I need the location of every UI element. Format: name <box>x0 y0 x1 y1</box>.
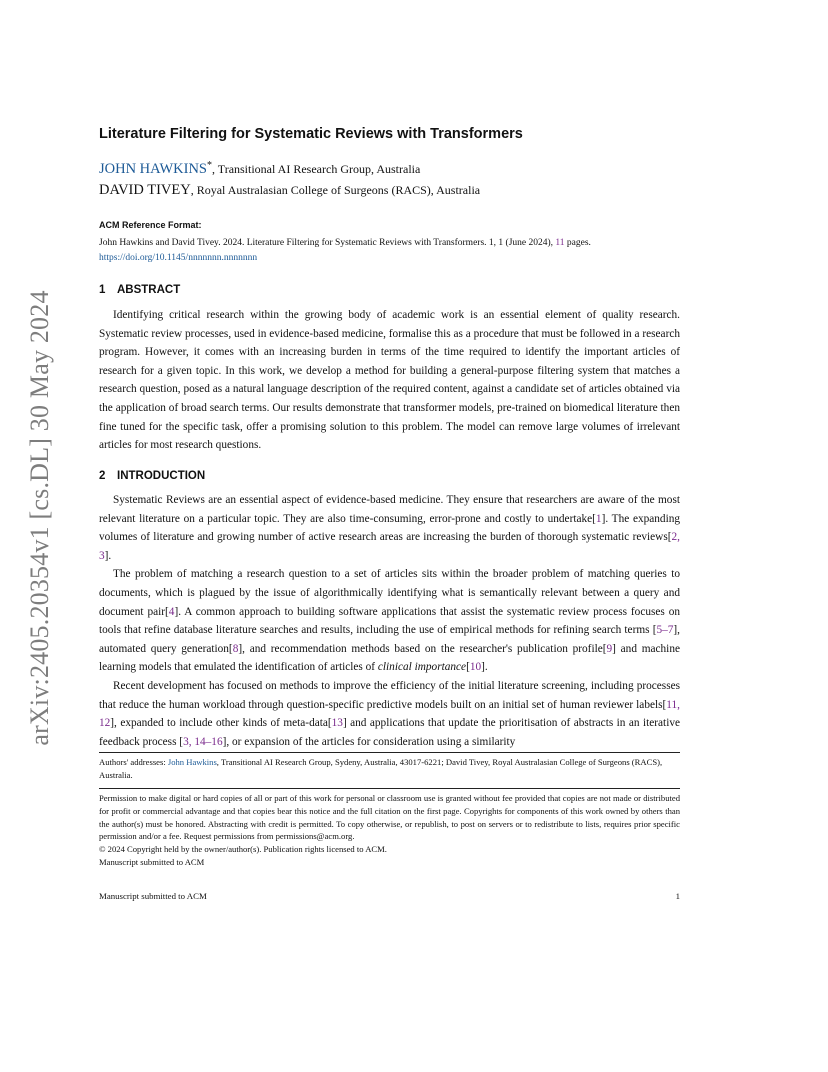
text: ], or expansion of the articles for consideration using a similarity <box>222 735 516 748</box>
text: [ <box>466 661 470 674</box>
text: ], expanded to include other kinds of meta-data[ <box>110 717 332 730</box>
introduction-body <box>99 491 680 751</box>
citation-link[interactable]: 9 <box>606 642 613 655</box>
author-affiliation: , Transitional AI Research Group, Australia <box>212 162 421 176</box>
author-address-link[interactable]: John Hawkins <box>167 757 217 767</box>
text: ] and machine learning models that emulated the identification of articles of <box>99 642 680 674</box>
manuscript-note: Manuscript submitted to ACM <box>99 856 205 867</box>
text: The problem of matching a research question to a set of articles sits within the broader problem of matching queries to documents, which is plagued by the issue of algorithmically identifying what is semantically relevant between a query and document pair[ <box>99 568 680 618</box>
section-number: 1 <box>99 284 106 296</box>
intro-paragraph-2 <box>99 565 680 677</box>
doi-link[interactable]: https://doi.org/10.1145/nnnnnnn.nnnnnnn <box>99 253 258 263</box>
text: Systematic Reviews are an essential aspect of evidence-based medicine. They ensure that researchers are aware of the most relevant literature on a particular topic. They are also time-consuming, error-prone and costly to undertake[ <box>99 494 680 525</box>
permissions-text: Permission to make digital or hard copies of all or part of this work for personal or classroom use is granted without fee provided that copies are not made or distributed for profit or commercial advantage and that copies bear this notice and the full citation on the first page. Copyrights for components of this work owned by others than the author(s) must be honored. Abstracting with credit is permitted. To copy otherwise, or republish, to post on servers or to redistribute to lists, requires prior specific permission and/or a fee. Request permissions from permissions@acm.org. <box>99 793 680 842</box>
footnote-divider <box>99 752 680 753</box>
footer-text: Manuscript submitted to ACM <box>99 891 207 901</box>
author-footnote-mark: * <box>207 160 212 171</box>
text: , Transitional AI Research Group, Sydeny, Australia, 43017-6221; David Tivey, Royal Australasian College of Surgeons (RACS), Australia. <box>99 757 663 780</box>
text: ]. <box>104 549 112 562</box>
citation-link[interactable]: 11, 12 <box>99 698 680 730</box>
text: Recent development has focused on methods to improve the efficiency of the initial literature screening, including processes that reduce the human workload through question-specific predictive models built on an initial set of human reviewer labels[ <box>99 679 680 711</box>
page-count-link[interactable]: 11 <box>555 238 565 248</box>
acm-reference-text: John Hawkins and David Tivey. 2024. Literature Filtering for Systematic Reviews with Transformers. 1, 1 (June 2024), <box>99 238 556 248</box>
acm-reference-suffix: pages. <box>564 238 591 248</box>
text: ] and applications that update the prioritisation of abstracts in an iterative feedback process [ <box>99 717 680 748</box>
citation-link[interactable]: 5–7 <box>656 624 674 637</box>
section-heading-introduction <box>99 470 680 482</box>
acm-reference-heading: ACM Reference Format: <box>99 220 202 230</box>
section-title: ABSTRACT <box>117 284 181 296</box>
text: ], automated query generation[ <box>99 624 680 655</box>
copyright-line: © 2024 Copyright held by the owner/author(s). Publication rights licensed to ACM. <box>99 844 387 855</box>
intro-paragraph-1 <box>99 491 680 565</box>
text: ]. A common approach to building software applications that assist the systematic review process focuses on tools that refine database literature searches and results, including the use of empirical methods for refining search terms [ <box>99 605 680 637</box>
abstract-paragraph: Identifying critical research within the growing body of academic work is an essential element of quality research. Systematic review processes, used in evidence-based medicine, formalise this as a procedure that must be followed in a research program. However, it comes with an increasing burden in terms of the time required to identify the important articles of research for a given topic. In this work, we develop a method for building a general-purpose filtering system that matches a research question, posed as a natural language description of the required content, against a candidate set of articles obtained via the application of broad search terms. Our results demonstrate that transformer models, pre-trained on biomedical literature then fine tuned for the specific task, offer a promising solution to this problem. The model can remove large volumes of irrelevant articles for most research questions. <box>99 309 680 452</box>
text: ], and recommendation methods based on the researcher's publication profile[ <box>238 642 607 655</box>
citation-link[interactable]: 8 <box>232 642 239 655</box>
arxiv-identifier: arXiv:2405.20354v1 [cs.DL] 30 May 2024 <box>25 290 54 746</box>
acm-reference-body <box>99 236 680 266</box>
section-heading-abstract <box>99 284 680 296</box>
emphasis-text: clinical importance <box>377 661 467 674</box>
page-number: 1 <box>675 891 680 901</box>
text: Authors' addresses: <box>99 757 168 767</box>
author-line-1 <box>99 160 680 178</box>
arxiv-sidebar-stamp <box>22 278 58 758</box>
page-footer <box>99 891 680 901</box>
author-name-link[interactable]: JOHN HAWKINS <box>99 161 207 177</box>
author-name: DAVID TIVEY <box>99 182 191 198</box>
citation-link[interactable]: 4 <box>168 605 175 618</box>
citation-link[interactable]: 13 <box>331 717 343 730</box>
author-affiliation: , Royal Australasian College of Surgeons (RACS), Australia <box>190 183 481 197</box>
section-number: 2 <box>99 470 106 482</box>
section-title: INTRODUCTION <box>117 470 206 482</box>
permissions-divider <box>99 788 680 789</box>
citation-link[interactable]: 3, 14–16 <box>183 735 223 748</box>
paper-title: Literature Filtering for Systematic Reviews with Transformers <box>99 126 523 142</box>
author-line-2 <box>99 182 680 199</box>
citation-link[interactable]: 1 <box>595 512 602 525</box>
citation-link[interactable]: 10 <box>469 661 482 674</box>
citation-link[interactable]: 2, 3 <box>99 531 680 562</box>
permissions-block <box>99 792 680 869</box>
author-address-footnote <box>99 756 680 782</box>
text: ]. <box>481 661 488 674</box>
text: ]. The expanding volumes of literature and growing number of active research areas are increasing the burden of thorough systematic reviews[ <box>99 512 681 544</box>
intro-paragraph-3 <box>99 677 680 751</box>
